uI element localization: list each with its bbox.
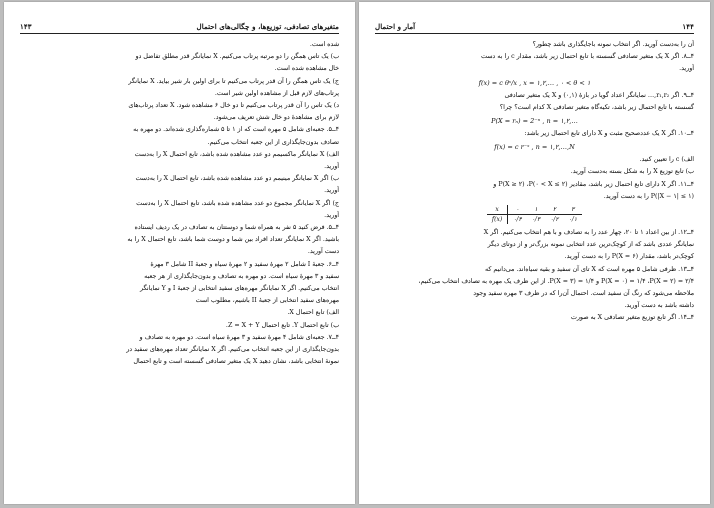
right-text-line: داشته باشد به دست آورید. xyxy=(624,302,694,310)
right-text-line: ۴ــ۹. اگر r₁,r₂,… نمایانگر اعداد گویا در بازهٔ (۰,۱) و X یک متغیر تصادفی xyxy=(504,91,694,99)
table-row-x xyxy=(487,205,582,215)
left-text-line: لازم برای مشاهدهٔ دو خال شش تعریف می‌شود. xyxy=(213,114,339,122)
right-page-header xyxy=(375,22,694,34)
left-text-line: آورید. xyxy=(324,187,339,195)
formula-rational-support: P(X = rₙ) = 2⁻ⁿ , n = ۱,۲,… xyxy=(491,117,578,126)
right-text-line: ب) تابع توزیع X را به شکل بسته به‌دست آورید. xyxy=(570,168,694,176)
left-page-header xyxy=(20,22,339,34)
left-text-line: باشید. اگر X نمایانگر تعداد افراد بین شما و دوست شما باشد، تابع احتمال X را به xyxy=(127,236,339,244)
left-page xyxy=(4,2,355,504)
left-text-line: ب) اگر X نمایانگر مینیمم دو عدد مشاهده شده باشد، تابع احتمال X را به‌دست xyxy=(135,175,339,183)
left-text-line: مهره‌های سفید انتخابی از جعبهٔ II باشیم، مطلوب است xyxy=(195,297,339,305)
left-page-number: ۱۴۳ xyxy=(20,22,32,31)
left-text-line: ب) تابع احتمال Y. تابع احتمال Z = X + Y. xyxy=(225,321,339,329)
right-text-line: آورید. xyxy=(679,65,694,73)
table-x-label: x xyxy=(487,205,508,215)
right-text-line: ۴ــ۱۰. اگر X یک عددصحیح مثبت و X دارای تابع احتمال زیر باشد: xyxy=(524,130,694,138)
table-cell: ۰/۲ xyxy=(550,216,559,224)
right-page-number: ۱۴۴ xyxy=(682,22,694,31)
left-text-line: سفید و ۳ مهرهٔ سیاه است. دو مهره به تصادف و بدون‌جایگذاری از هر جعبه xyxy=(144,272,339,280)
table-cell: ۱ xyxy=(527,205,545,215)
left-text-line: ج) یک تاس همگن را آن قدر پرتاب می‌کنیم تا برای اولین بار شیر بیاید. X نمایانگر xyxy=(128,77,339,85)
left-text-line: دست آورید. xyxy=(307,248,339,256)
left-text-line: د) یک تاس را آن قدر پرتاب می‌کنیم تا دو خال ۶ مشاهده شود. X تعداد پرتاب‌های xyxy=(128,102,339,110)
table-fx-label: f(x) xyxy=(487,215,508,225)
left-header-title: متغیرهای تصادفی، توزیع‌ها، و چگالی‌های احتمال xyxy=(196,22,339,31)
right-block-b xyxy=(375,90,694,114)
right-text-line: ۴ــ۱۳. ظرفی شامل ۵ مهره است که X تای آن سفید و بقیه سیاه‌اند. می‌دانیم که xyxy=(485,265,694,273)
formula-geometric: f(x) = c θˣ/x , x = ۱,۲,… , ۰ < θ < ۱ xyxy=(478,78,591,87)
table-cell: ۰ xyxy=(508,205,527,215)
table-cell: ۰/۴ xyxy=(513,216,522,224)
table-cell: ۳ xyxy=(564,205,582,215)
right-block-e xyxy=(375,227,694,325)
left-text-line: بدون‌جایگذاری از این جعبه انتخاب می‌کنیم. اگر X نمایانگر تعداد مهره‌های سفید در xyxy=(126,346,339,354)
left-text-line: نمونهٔ انتخابی باشد، نشان دهید X یک متغیر تصادفی گسسته است و تابع احتمال xyxy=(133,358,339,366)
right-text-line: P(|X − ۱| ≤ ۱) را به دست آورید. xyxy=(603,192,694,200)
right-text-line: ۴ــ۸. اگر X یک متغیر تصادفی گسسته با تابع احتمال زیر باشد، مقدار c را به دست xyxy=(480,53,694,61)
right-page xyxy=(359,2,710,504)
right-text-line: ۴ــ۱۱. اگر X دارای تابع احتمال زیر باشد، مقادیر P(X ≥ ۲) ،P(۰ < X ≤ ۲) و xyxy=(493,180,694,188)
left-text-line: الف) X نمایانگر ماکسیمم دو عدد مشاهده شده باشد، تابع احتمال X را به‌دست xyxy=(134,150,339,158)
left-text-line: انتخاب می‌کنیم. اگر X نمایانگر مهره‌های سفید انتخابی از جعبهٔ I و Y نمایانگر xyxy=(139,285,339,293)
table-cell: ۰/۳ xyxy=(531,216,541,224)
right-text-line: الف) c را تعیین کنید. xyxy=(639,156,694,164)
left-text-line: ج) اگر X نمایانگر مجموع دو عدد مشاهده شده باشد، تابع احتمال X را به‌دست xyxy=(136,199,339,207)
left-text-line: ب) یک تاس همگن را دو مرتبه پرتاب می‌کنیم. X نمایانگر قدر مطلق تفاضل دو xyxy=(135,53,339,61)
right-block-d xyxy=(375,154,694,203)
right-text-line: ملاحظه می‌شود که رنگ آن سفید است. احتمال آن‌را که در ظرف ۳ مهره سفید وجود xyxy=(473,290,694,298)
right-text-line: آن را به‌دست آورید. اگر انتخاب نمونه باجایگذاری باشد چطور؟ xyxy=(532,41,694,48)
left-text-line: تصادف بدون‌جایگذاری از این جعبه انتخاب می‌کنیم. xyxy=(207,138,339,146)
left-text-line: ۴ــ۷. جعبه‌ای شامل ۴ مهرهٔ سفید و ۳ مهرهٔ سیاه است. دو مهره به تصادف و xyxy=(139,333,339,341)
left-text-line: آورید. xyxy=(324,211,339,219)
left-text-line: شده است. xyxy=(309,41,339,48)
table-row-fx xyxy=(487,215,582,225)
left-page-body xyxy=(20,39,339,368)
table-cell: ۲ xyxy=(545,205,563,215)
right-text-line: P(X = ۰) = ۱/۴ ،P(X = ۲) = ۲/۴ و P(X = ۳) = ۱/۴. از این ظرف یک مهره به تصادف انتخاب می‌کنیم، xyxy=(418,277,694,285)
left-text-line: ۴ــ۵. فرض کنید ۵ نفر به همراه شما و دوستتان به تصادف در یک ردیف ایستاده xyxy=(134,224,339,232)
right-text-line: ۴ــ۱۲. از بین اعداد ۱ تا ۲۰، چهار عدد را به تصادف و با هم انتخاب می‌کنیم. اگر X xyxy=(483,229,694,237)
left-text-line: ۴ــ۵. جعبه‌ای شامل ۵ مهره است که از ۱ تا ۵ شماره‌گذاری شده‌اند. دو مهره به xyxy=(133,126,339,134)
right-block-c xyxy=(375,128,694,140)
left-text-line: الف) تابع احتمال X. xyxy=(287,309,339,317)
left-text-line: پرتاب‌های لازم قبل از مشاهده اولین شیر است. xyxy=(214,89,339,97)
table-cell: ۰/۱ xyxy=(568,216,578,224)
formula-pmf: f(x) = c r⁻ˣ , n = ۱,۲,…,N xyxy=(494,143,575,152)
right-header-title: آمار و احتمال xyxy=(375,22,416,31)
left-text-line: آورید. xyxy=(324,163,339,171)
right-text-line: گسسته با تابع احتمال زیر باشد، تکیه‌گاه متغیر تصادفی X کدام است؟ چرا؟ xyxy=(499,103,694,111)
right-text-line: نمایانگر عددی باشد که از کوچک‌ترین عدد انتخابی نمونه بزرگ‌تر و از دوتای دیگر xyxy=(487,241,694,249)
right-text-line: ۴ــ۱۴. اگر تابع توزیع متغیر تصادفی X به صورت xyxy=(570,314,694,322)
right-text-line: کوچک‌تر باشد، مقدار P(X = ۶) را به دست آورید. xyxy=(564,253,694,261)
probability-table xyxy=(487,205,582,224)
right-block-a xyxy=(375,39,694,76)
left-text-line: ۴ــ۶. جعبهٔ I شامل ۲ مهرهٔ سفید و ۲ مهرهٔ سیاه و جعبهٔ II شامل ۳ مهرهٔ xyxy=(150,260,339,268)
left-text-line: خال مشاهده شده است. xyxy=(274,65,339,73)
